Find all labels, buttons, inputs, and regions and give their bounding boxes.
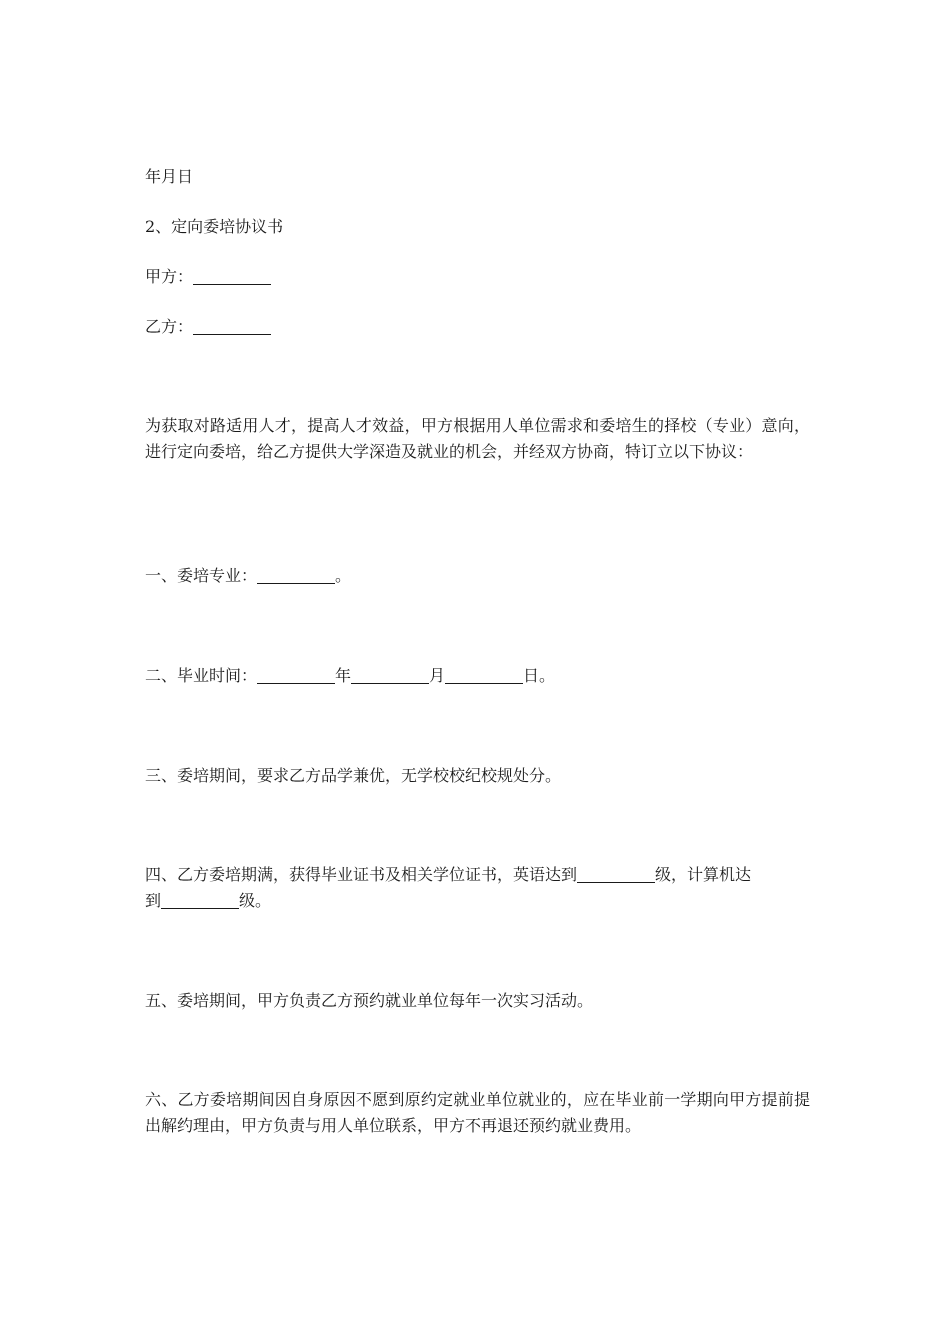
month-blank bbox=[351, 665, 429, 684]
clause-4-part-4: 级。 bbox=[239, 891, 272, 910]
clause-4-part-3: 到 bbox=[145, 891, 162, 910]
clause-4-part-2: 级，计算机达 bbox=[655, 865, 752, 884]
clause-2-year: 年 bbox=[335, 666, 352, 685]
clause-3: 三、委培期间，要求乙方品学兼优，无学校校纪校规处分。 bbox=[145, 766, 562, 785]
clause-1 bbox=[145, 563, 810, 589]
party-b-line bbox=[145, 314, 810, 340]
clause-2-day: 日。 bbox=[523, 666, 556, 685]
date-line: 年月日 bbox=[145, 167, 194, 186]
clause-1-prefix: 一、委培专业： bbox=[145, 566, 258, 585]
party-a-blank bbox=[193, 266, 271, 285]
clause-4-line-2 bbox=[145, 888, 810, 914]
day-blank bbox=[445, 665, 523, 684]
party-a-label: 甲方： bbox=[145, 267, 194, 286]
party-a-line bbox=[145, 264, 810, 290]
party-b-blank bbox=[193, 316, 271, 335]
section-title: 2、定向委培协议书 bbox=[145, 217, 284, 236]
english-level-blank bbox=[577, 864, 655, 883]
clause-6: 六、乙方委培期间因自身原因不愿到原约定就业单位就业的，应在毕业前一学期向甲方提前提出解约理由，甲方负责与用人单位联系，甲方不再退还预约就业费用。 bbox=[145, 1090, 810, 1135]
clause-2 bbox=[145, 663, 810, 689]
preamble-paragraph: 为获取对路适用人才，提高人才效益，甲方根据用人单位需求和委培生的择校（专业）意向，进行定向委培，给乙方提供大学深造及就业的机会，并经双方协商，特订立以下协议： bbox=[145, 416, 810, 461]
clause-2-prefix: 二、毕业时间： bbox=[145, 666, 258, 685]
year-blank bbox=[257, 665, 335, 684]
clause-1-suffix: 。 bbox=[335, 566, 352, 585]
clause-4-line-1 bbox=[145, 862, 810, 888]
computer-level-blank bbox=[161, 890, 239, 909]
clause-4-part-1: 四、乙方委培期满，获得毕业证书及相关学位证书，英语达到 bbox=[145, 865, 578, 884]
clause-2-month: 月 bbox=[429, 666, 446, 685]
clause-5: 五、委培期间，甲方负责乙方预约就业单位每年一次实习活动。 bbox=[145, 991, 594, 1010]
party-b-label: 乙方： bbox=[145, 317, 194, 336]
major-blank bbox=[257, 565, 335, 584]
